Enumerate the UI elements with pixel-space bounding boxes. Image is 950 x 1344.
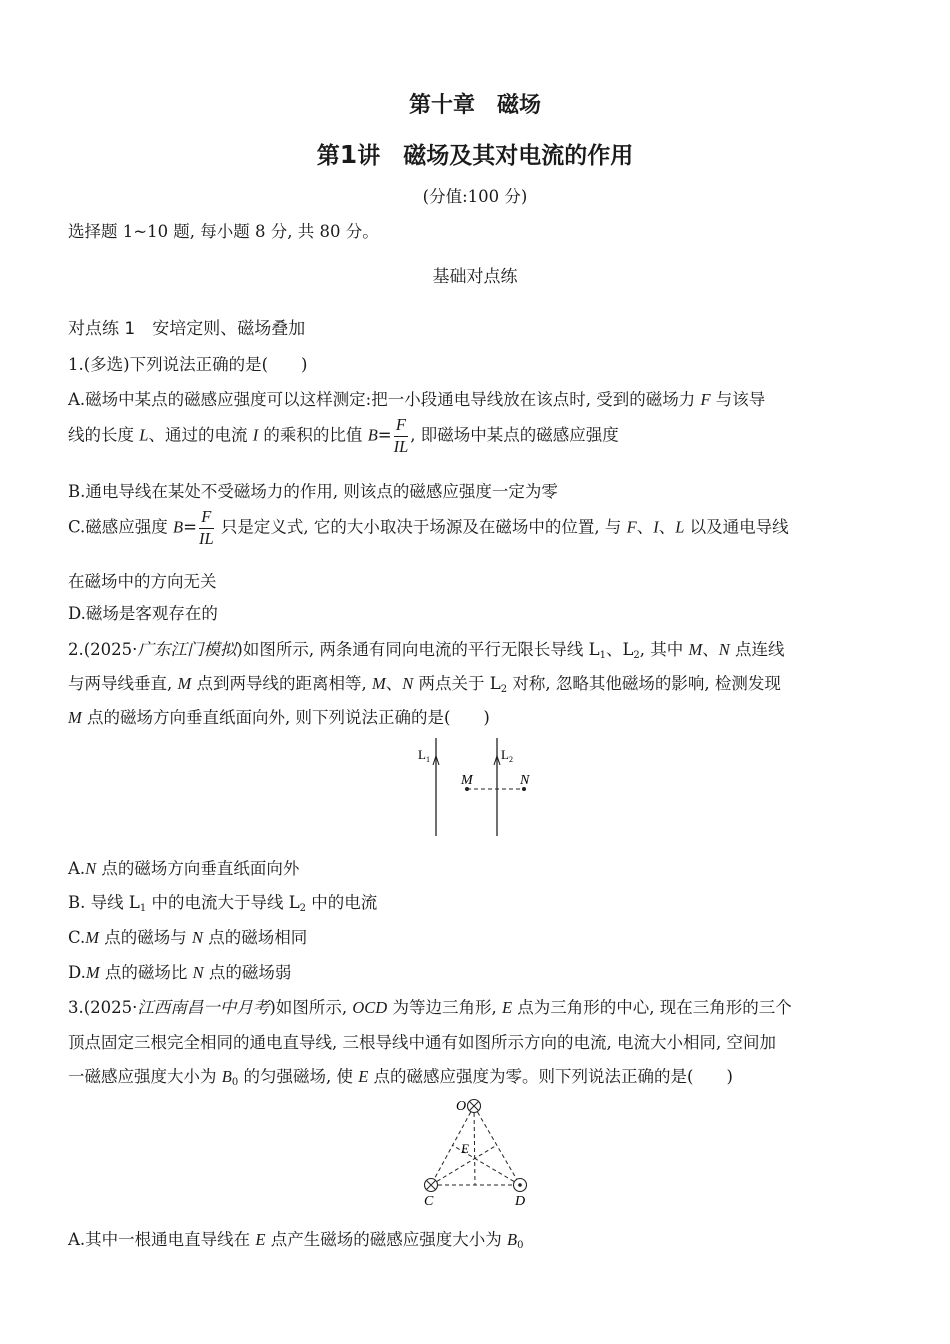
label-l1: $L_1$	[418, 747, 430, 764]
q3-stem-line2: 顶点固定三根完全相同的通电直导线, 三根导线中通有如图所示方向的电流, 电流大小相同, 空间加	[68, 1033, 776, 1052]
q3-option-a: A.其中一根通电直导线在 E 点产生磁场的磁感应强度大小为 $B_0$	[68, 1230, 524, 1251]
q1-option-a-line2: 线的长度 L、通过的电流 I 的乘积的比值 B= $\frac{F}{IL}$ , 即磁场中某点的磁感应强度	[68, 415, 619, 456]
label-d: D	[515, 1194, 526, 1209]
score-note: (分值:100 分)	[422, 187, 528, 206]
q2-stem-line3: M 点的磁场方向垂直纸面向外, 则下列说法正确的是( )	[68, 708, 490, 727]
q1-option-c-line1: C.磁感应强度 B= $\frac{F}{IL}$ 只是定义式, 它的大小取决于场源及在磁场中的位置, 与 F、I、L 以及通电导线	[68, 507, 789, 548]
q1-option-c-line2: 在磁场中的方向无关	[68, 572, 217, 591]
label-m: M	[461, 773, 473, 788]
practice-title: 对点练 1 安培定则、磁场叠加	[68, 319, 306, 339]
lecture-title: 第1讲 磁场及其对电流的作用	[316, 140, 634, 169]
current-into-page-c-icon	[425, 1179, 438, 1192]
q1-stem: 1.(多选)下列说法正确的是( )	[68, 355, 308, 374]
label-c: C	[424, 1194, 434, 1209]
current-into-page-o-icon	[468, 1100, 481, 1113]
q2-stem-line2: 与两导线垂直, M 点到两导线的距离相等, M、N 两点关于 $L_2$ 对称, 忽略其他磁场的影响, 检测发现	[68, 674, 781, 695]
q2-option-b: B. 导线 $L_1$ 中的电流大于导线 $L_2$ 中的电流	[68, 893, 378, 914]
q3-stem-line1: 3.(2025·江西南昌一中月考)如图所示, OCD 为等边三角形, E 点为三角形的中心, 现在三角形的三个	[68, 998, 792, 1017]
q2-figure-parallel-wires	[405, 736, 545, 840]
q1-option-b: B.通电导线在某处不受磁场力的作用, 则该点的磁感应强度一定为零	[68, 482, 558, 501]
q2-option-c: C.M 点的磁场与 N 点的磁场相同	[68, 928, 308, 947]
label-e: E	[461, 1141, 469, 1156]
label-l2: $L_2$	[501, 747, 513, 764]
chapter-title: 第十章 磁场	[408, 93, 541, 118]
q1-option-d: D.磁场是客观存在的	[68, 604, 218, 623]
label-o: O	[456, 1099, 467, 1114]
instruction-text: 选择题 1~10 题, 每小题 8 分, 共 80 分。	[68, 222, 379, 241]
q2-option-a: A.N 点的磁场方向垂直纸面向外	[68, 859, 300, 878]
triangle-side-od	[474, 1106, 520, 1185]
section-title: 基础对点练	[432, 267, 518, 287]
q2-stem-line1: 2.(2025·广东江门模拟)如图所示, 两条通有同向电流的平行无限长导线 $L_1$、$L_2$, 其中 M、N 点连线	[68, 640, 785, 661]
q3-figure-triangle	[412, 1092, 542, 1212]
q3-stem-line3: 一磁感应强度大小为 $B_0$ 的匀强磁场, 使 E 点的磁感应强度为零。则下列说法正确的是( )	[68, 1067, 733, 1088]
label-n: N	[520, 773, 530, 788]
median-o	[474, 1106, 475, 1185]
fraction-f-over-il: $\frac{F}{IL}$	[198, 507, 214, 548]
fraction-f-over-il: $\frac{F}{IL}$	[393, 415, 409, 456]
q1-option-a-line1: A.磁场中某点的磁感应强度可以这样测定:把一小段通电导线放在该点时, 受到的磁场力 F 与该导	[68, 390, 766, 409]
q2-option-d: D.M 点的磁场比 N 点的磁场弱	[68, 963, 292, 982]
current-out-of-page-d-icon	[514, 1179, 527, 1192]
